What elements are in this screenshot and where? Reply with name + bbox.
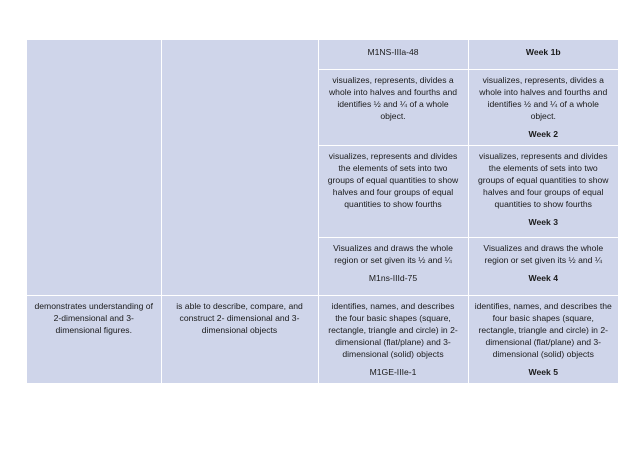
competency-text-repeat: visualizes, represents, divides a whole into halves and fourths and identifies ½ and ¼ of a whole object. <box>479 75 608 121</box>
content-standard-cell <box>27 296 161 384</box>
week-cell <box>468 40 618 70</box>
performance-standard-text: is able to describe, compare, and construct 2- dimensional and 3- dimensional objects <box>176 301 303 335</box>
week-cell <box>468 296 618 384</box>
week-label: Week 3 <box>528 217 558 227</box>
table-row <box>27 40 618 70</box>
competency-text: visualizes, represents and divides the elements of sets into two groups of equal quantities to show halves and four groups of equal quantities to show fourths <box>327 151 459 209</box>
competency-code: M1ns-IIId-75 <box>368 273 418 283</box>
competency-text-repeat: visualizes, represents and divides the elements of sets into two groups of equal quantities to show halves and four groups of equal quantities to show fourths <box>478 151 609 209</box>
week-label: Week 2 <box>528 129 558 139</box>
performance-standard-cell-empty <box>161 40 318 296</box>
curriculum-table <box>27 40 618 384</box>
competency-text: Visualizes and draws the whole region or set given its ½ and ¼ <box>333 243 453 265</box>
competency-cell <box>318 296 468 384</box>
content-standard-cell-empty <box>27 40 161 296</box>
competency-code: M1GE-IIIe-1 <box>369 367 417 377</box>
competency-code: M1NS-IIIa-48 <box>367 47 419 57</box>
competency-cell <box>318 238 468 296</box>
performance-standard-cell <box>161 296 318 384</box>
competency-text: identifies, names, and describes the four basic shapes (square, rectangle, triangle and circle) in 2- dimensional (flat/plane) and 3- dimensional (solid) objects <box>328 301 458 359</box>
week-label: Week 1b <box>525 47 561 57</box>
competency-cell <box>318 70 468 146</box>
content-standard-text: demonstrates understanding of 2-dimensional and 3-dimensional figures. <box>34 301 153 335</box>
week-cell <box>468 238 618 296</box>
week-label: Week 4 <box>528 273 558 283</box>
competency-text-repeat: Visualizes and draws the whole region or set given its ½ and ¼ <box>483 243 604 265</box>
week-cell <box>468 70 618 146</box>
week-cell <box>468 146 618 238</box>
competency-cell <box>318 146 468 238</box>
competency-text-repeat: identifies, names, and describes the four basic shapes (square, rectangle, triangle and circle) in 2- dimensional (flat/plane) and 3- dimensional (solid) objects <box>474 301 612 359</box>
week-label: Week 5 <box>528 367 558 377</box>
competency-cell <box>318 40 468 70</box>
table-row <box>27 296 618 384</box>
competency-text: visualizes, represents, divides a whole into halves and fourths and identifies ½ and ¼ of a whole object. <box>328 75 458 121</box>
